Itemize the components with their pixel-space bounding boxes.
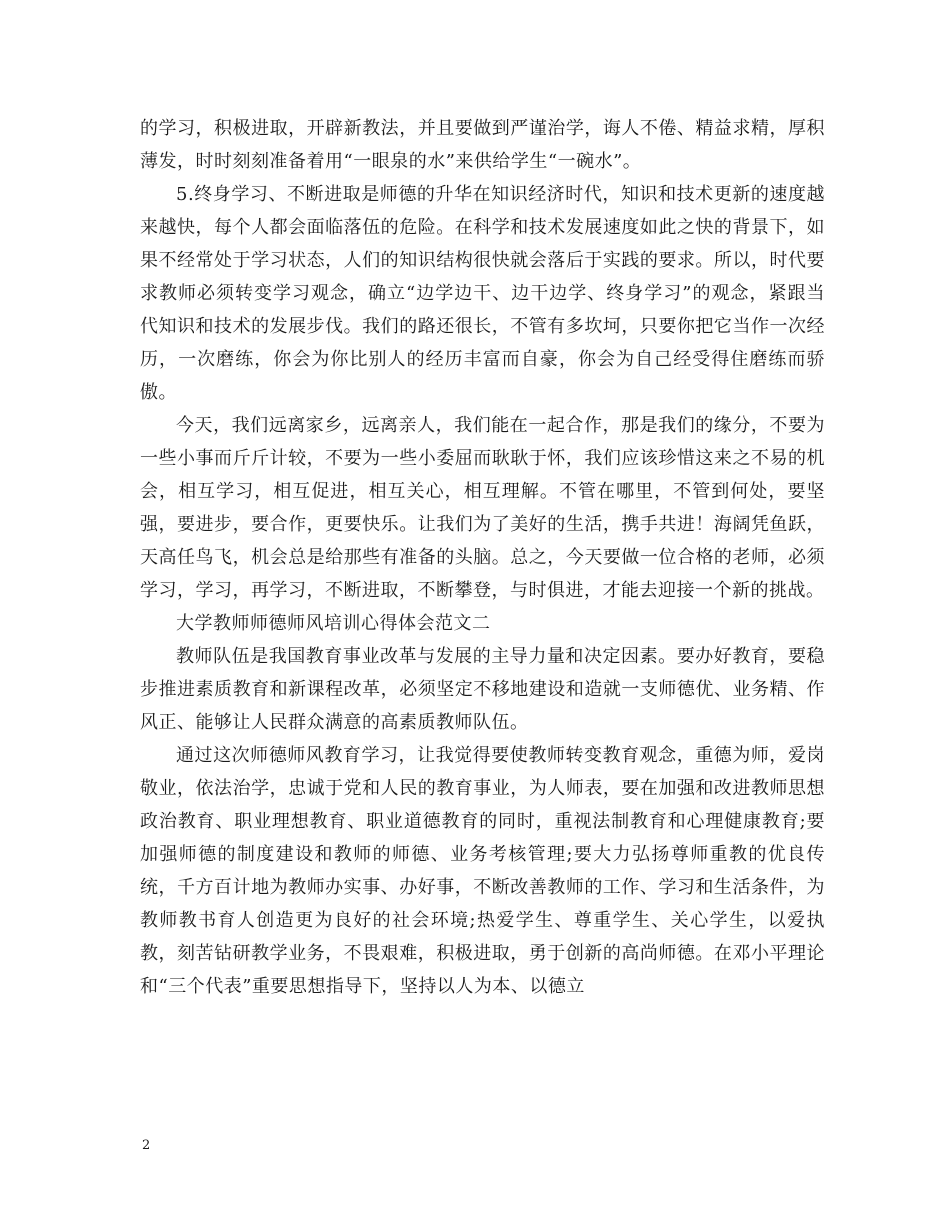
page-number: 2 [142, 1138, 151, 1153]
paragraph-lifelong-learning: 5.终身学习、不断进取是师德的升华在知识经济时代，知识和技术更新的速度越来越快，每个人都会面临落伍的危险。在科学和技术发展速度如此之快的背景下，如果不经常处于学习状态，人们的知识结构很快就会落后于实践的要求。所以，时代要求教师必须转变学习观念，确立“边学边干、边干边学、终身学习”的观念，紧跟当代知识和技术的发展步伐。我们的路还很长，不管有多坎坷，只要你把它当作一次经历，一次磨练，你会为你比别人的经历丰富而自豪，你会为自己经受得住磨练而骄傲。 [140, 184, 825, 403]
paragraph-study-reflection: 通过这次师德师风教育学习，让我觉得要使教师转变教育观念，重德为师，爱岗敬业，依法治学，忠诚于党和人民的教育事业，为人师表，要在加强和改进教师思想政治教育、职业理想教育、职业道德教育的同时，重视法制教育和心理健康教育;要加强师德的制度建设和教师的师德、业务考核管理;要大力弘扬尊师重教的优良传统，千方百计地为教师办实事、办好事，不断改善教师的工作、学习和生活条件，为教师教书育人创造更为良好的社会环境;热爱学生、尊重学生、关心学生，以爱执教，刻苦钻研教学业务，不畏艰难，积极进取，勇于创新的高尚师德。在邓小平理论和“三个代表”重要思想指导下，坚持以人为本、以德立 [140, 745, 825, 997]
paragraph-teacher-team: 教师队伍是我国教育事业改革与发展的主导力量和决定因素。要办好教育，要稳步推进素质教育和新课程改革，必须坚定不移地建设和造就一支师德优、业务精、作风正、能够让人民群众满意的高素质教师队伍。 [140, 646, 825, 733]
section-heading: 大学教师师德师风培训心得体会范文二 [176, 613, 491, 634]
paragraph-today: 今天，我们远离家乡，远离亲人，我们能在一起合作，那是我们的缘分，不要为一些小事而斤斤计较，不要为一些小委屈而耿耿于怀，我们应该珍惜这来之不易的机会，相互学习，相互促进，相互关心，相互理解。不管在哪里，不管到何处，要坚强，要进步，要合作，更要快乐。让我们为了美好的生活，携手共进！海阔凭鱼跃，天高任鸟飞，机会总是给那些有准备的头脑。总之，今天要做一位合格的老师，必须学习，学习，再学习，不断进取，不断攀登，与时俱进，才能去迎接一个新的挑战。 [140, 415, 825, 601]
document-body [140, 112, 825, 1003]
paragraph-continuation: 的学习，积极进取，开辟新教法，并且要做到严谨治学，诲人不倦、精益求精，厚积薄发，时时刻刻准备着用“一眼泉的水”来供给学生“一碗水”。 [140, 118, 825, 172]
